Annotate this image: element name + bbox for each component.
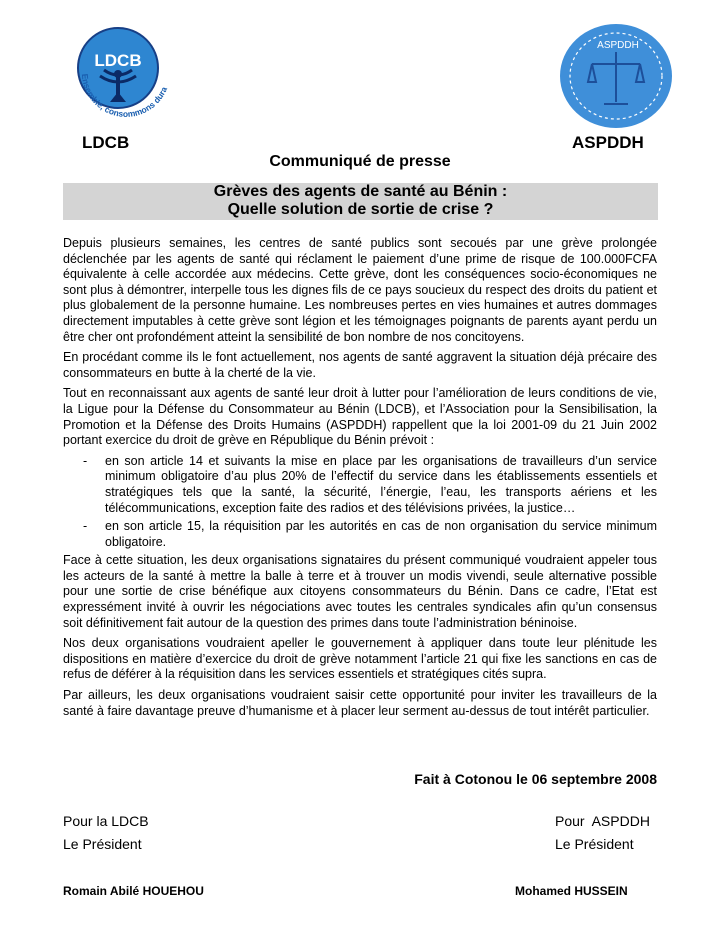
- signatory-left-name: Romain Abilé HOUEHOU: [63, 884, 204, 898]
- paragraph-4: Face à cette situation, les deux organisations signataires du présent communiqué voudraient appeler tous les acteurs de la santé à mettre la balle à terre et à trouver un modis vivendi, seule alternative possible pour une sortie de crise bénéfique aux citoyens consommateurs du Bénin. Dans ce cadre, l’Etat est expressément invité à ouvrir les négociations avec toutes les centrales syndicales afin qu’un consensus soit définitivement fait autour de la question des primes dans toute l’administration béninoise.: [63, 553, 657, 630]
- list-item: [63, 454, 657, 516]
- paragraph-5: Nos deux organisations voudraient apeller le gouvernement à appliquer dans toute leur plénitude les dispositions en matière d’exercice du droit de grève notamment l’article 21 qui fixe les sanctions en cas de refus de déférer à la réquisition dans les services essentiels et stratégiques cités supra.: [63, 636, 657, 682]
- svg-text:LDCB: LDCB: [94, 51, 142, 70]
- list-dash: -: [83, 453, 88, 468]
- paragraph-6: Par ailleurs, les deux organisations voudraient saisir cette opportunité pour inviter les travailleurs de la santé à faire davantage preuve d’humanisme et à placer leur serment au-dessus de tout intérêt particulier.: [63, 688, 657, 718]
- signatory-right-name: Mohamed HUSSEIN: [515, 884, 628, 898]
- list-item: [63, 519, 657, 550]
- paragraph-3: Tout en reconnaissant aux agents de santé leur droit à lutter pour l’amélioration de leurs conditions de vie, la Ligue pour la Défense du Consommateur au Bénin (LDCB), et l’Association pour la Sensibilisation, la Promotion et la Défense des Droits Humains (ASPDDH) rappellent que la loi 2001-09 du 21 Juin 2002 portant exercice du droit de grève en République du Bénin prévoit :: [63, 386, 657, 448]
- ldcb-logo-icon: [70, 22, 180, 132]
- signature-right-for: Pour ASPDDH: [555, 813, 650, 829]
- list-item-text: en son article 14 et suivants la mise en place par les organisations de travailleurs d’un service minimum obligatoire d’au plus 20% de l’effectif du service dans les établissements essentiels et stratégiques tels que la santé, la sécurité, l’énergie, l’eau, les transports aériens et les télécommunications, exception faite des radios et des télévisions privées, la justice…: [105, 453, 657, 515]
- body-text: [63, 236, 657, 724]
- org-left-label: LDCB: [82, 133, 130, 152]
- paragraph-1: Depuis plusieurs semaines, les centres de santé publics sont secoués par une grève prolongée déclenchée par les agents de santé qui réclament le paiement d’une prime de risque de 100.000FCFA équivalente à celle accordée aux médecins. Cette grève, dont les conséquences socio-économiques ne sont plus à démontrer, interpelle tous les dignes fils de ce pays soucieux du respect des droits du patient et plus globalement de la personne humaine. Les nombreuses pertes en vies humaines et autres dommages directement imputables à cette grève sont légion et les témoignages poignants de parents ayant perdu un être cher ont profondément atteint la sensibilité de bon nombre de nos concitoyens.: [63, 236, 657, 344]
- svg-text:Ensemble, consommons durable: Ensemble, consommons dura: [79, 73, 170, 120]
- headline-box: [63, 183, 658, 220]
- aspddh-logo-icon: [556, 18, 676, 130]
- ldcb-logo: [70, 22, 180, 132]
- svg-text:ASPDDH: ASPDDH: [597, 40, 639, 51]
- aspddh-logo: [556, 18, 676, 130]
- list-dash: -: [83, 519, 88, 534]
- list-item-text: en son article 15, la réquisition par les autorités en cas de non organisation du service minimum obligatoire.: [105, 519, 657, 549]
- signature-left-role: Le Président: [63, 836, 142, 852]
- signature-left-for: Pour la LDCB: [63, 813, 149, 829]
- signature-right-role: Le Président: [555, 836, 634, 852]
- org-right-label: ASPDDH: [572, 133, 644, 152]
- press-release-title: Communiqué de presse: [269, 153, 451, 170]
- signed-place-date: Fait à Cotonou le 06 septembre 2008: [414, 771, 657, 787]
- headline-line-2: Quelle solution de sortie de crise ?: [227, 201, 494, 218]
- headline-line-1: Grèves des agents de santé au Bénin :: [213, 183, 508, 200]
- paragraph-2: En procédant comme ils le font actuellement, nos agents de santé aggravent la situation déjà précaire des consommateurs en butte à la cherté de la vie.: [63, 350, 657, 380]
